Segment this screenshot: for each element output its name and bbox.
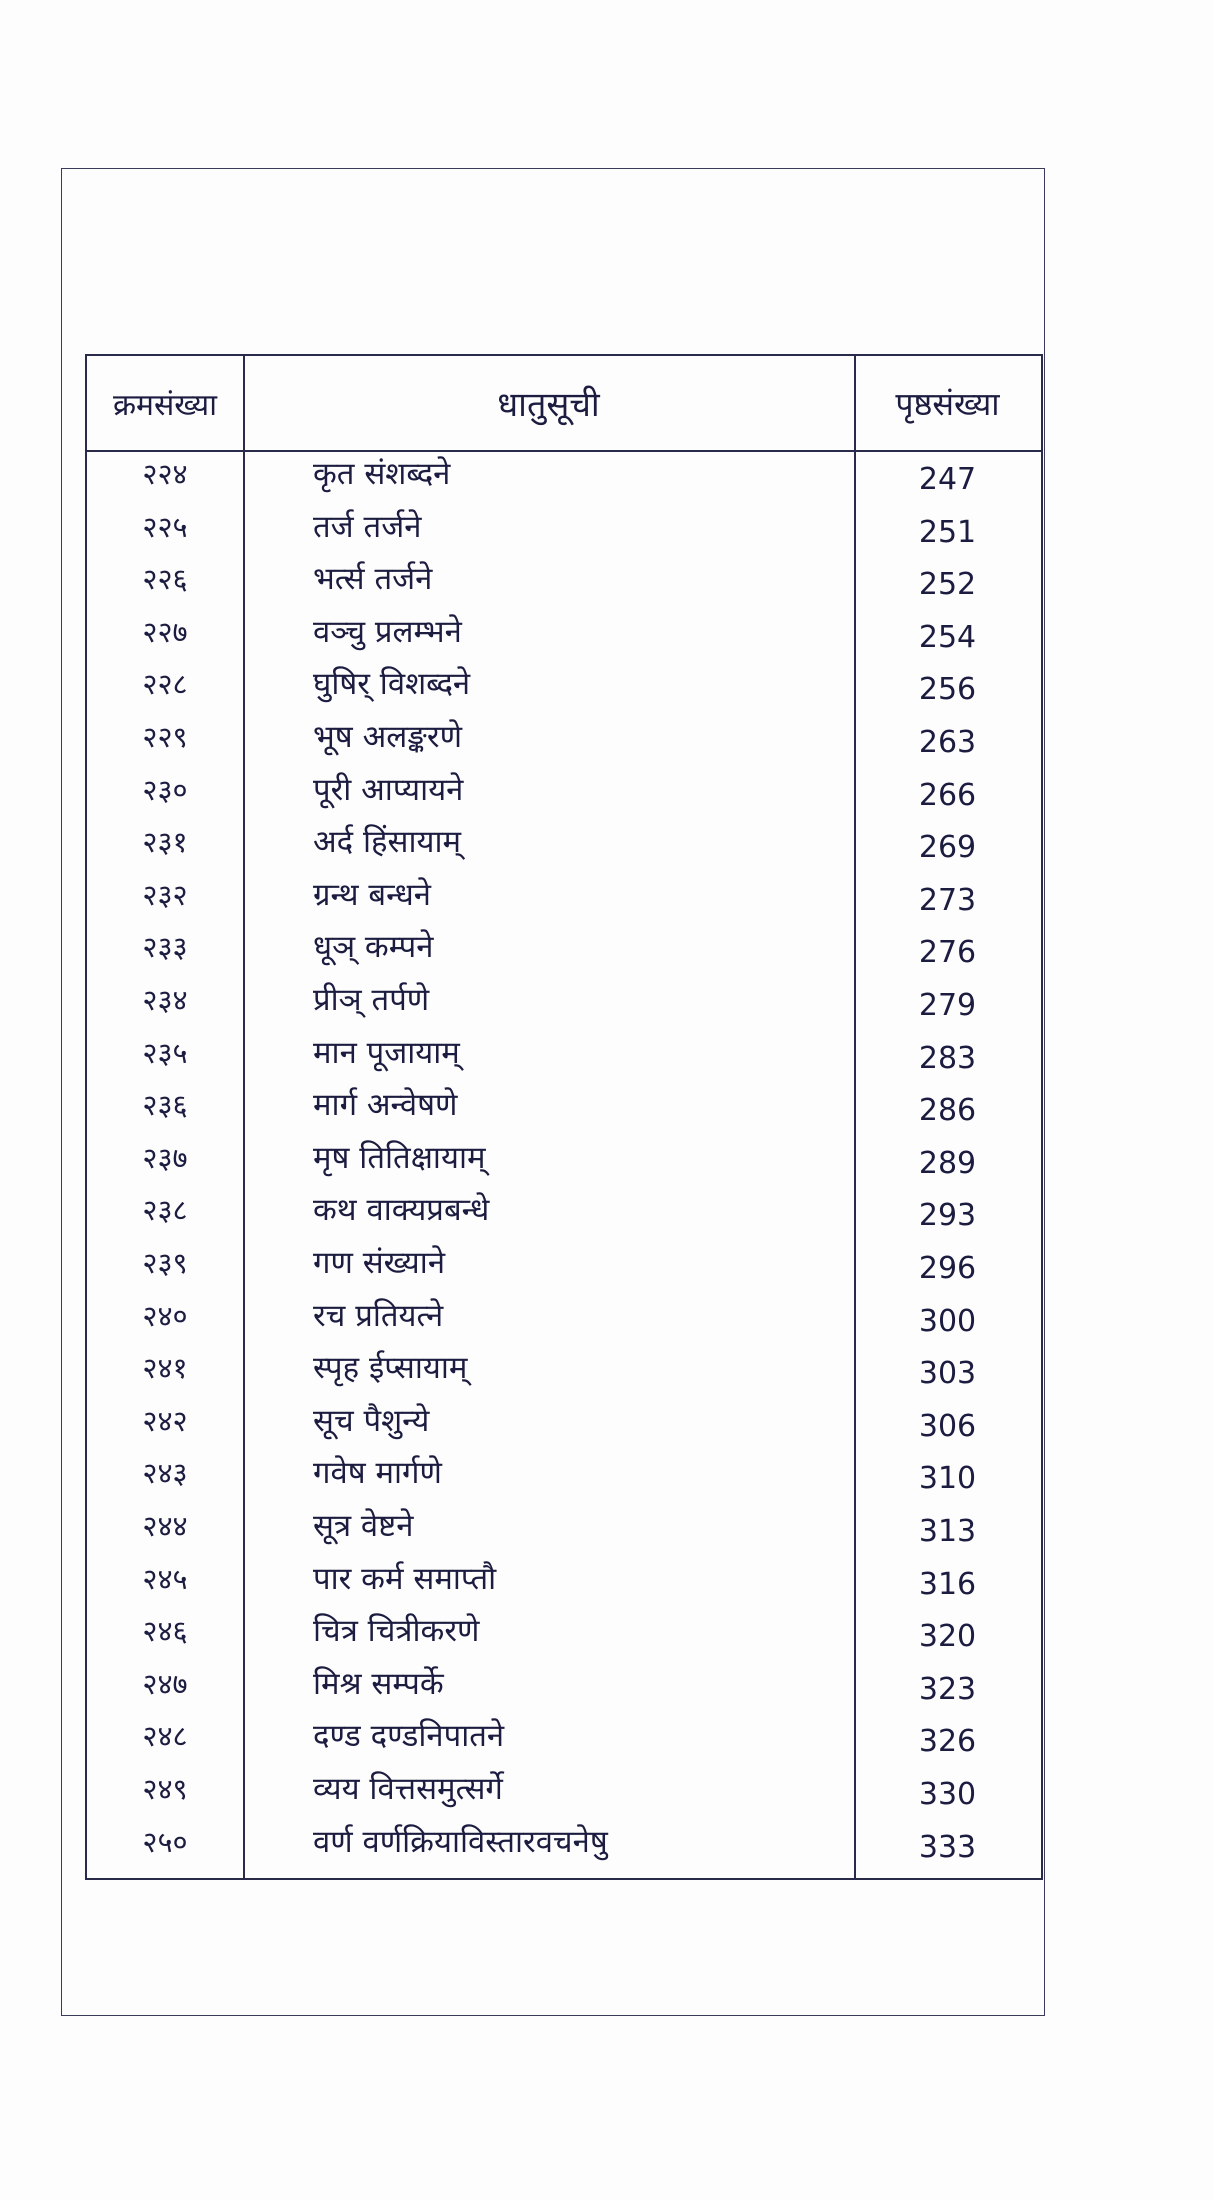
root-name-cell: ग्रन्थ बन्धने xyxy=(313,876,431,913)
serial-number-cell: २३७ xyxy=(142,1140,188,1175)
serial-number-cell: २३५ xyxy=(142,1035,188,1070)
serial-number-cell: २५० xyxy=(142,1824,188,1859)
table-row xyxy=(87,1451,1041,1504)
page-number-cell: 306 xyxy=(918,1408,977,1444)
page-number-cell: 251 xyxy=(918,514,977,550)
root-name-cell: मृष तितिक्षायाम् xyxy=(313,1139,486,1176)
serial-number-cell: २४६ xyxy=(142,1614,188,1649)
serial-number-cell: २४८ xyxy=(142,1719,188,1754)
root-name-cell: वञ्चु प्रलम्भने xyxy=(313,613,462,650)
serial-number-cell: २३० xyxy=(142,772,188,807)
page-number-cell: 256 xyxy=(918,672,977,708)
page-number-cell: 279 xyxy=(918,988,977,1023)
root-name-cell: कृत संशब्दने xyxy=(313,456,451,492)
serial-number-cell: २३१ xyxy=(142,825,188,860)
root-name-cell: मार्ग अन्वेषणे xyxy=(313,1087,458,1124)
root-name-cell: भूष अलङ्करणे xyxy=(313,719,462,755)
serial-number-cell: २२८ xyxy=(142,667,188,702)
serial-number-cell: २३२ xyxy=(142,877,188,912)
page-number-cell: 293 xyxy=(918,1198,977,1234)
table-row xyxy=(87,1083,1041,1136)
page-number-cell: 333 xyxy=(918,1829,977,1865)
root-name-cell: मान पूजायाम् xyxy=(313,1034,460,1071)
table-row xyxy=(87,715,1041,768)
header-root-list: धातुसूची xyxy=(497,385,600,425)
table-row xyxy=(87,1346,1041,1399)
serial-number-cell: २४० xyxy=(142,1298,188,1333)
serial-number-cell: २३४ xyxy=(142,983,188,1017)
serial-number-cell: २२४ xyxy=(142,457,188,491)
root-name-cell: घुषिर् विशब्दने xyxy=(313,666,471,703)
table-row xyxy=(87,1031,1041,1084)
serial-number-cell: २४२ xyxy=(142,1403,188,1438)
root-name-cell: गण संख्याने xyxy=(313,1245,446,1281)
root-name-cell: धूञ् कम्पने xyxy=(313,929,434,966)
page-number-cell: 310 xyxy=(918,1461,977,1497)
serial-number-cell: २३८ xyxy=(142,1193,188,1228)
table-row xyxy=(87,1399,1041,1452)
page-number-cell: 323 xyxy=(918,1671,977,1707)
root-name-cell: सूच पैशुन्ये xyxy=(313,1402,430,1439)
root-name-cell: स्पृह ईप्सायाम् xyxy=(313,1350,468,1387)
serial-number-cell: २४४ xyxy=(142,1509,188,1543)
table-row xyxy=(87,873,1041,926)
root-index-table xyxy=(85,354,1043,1880)
table-row xyxy=(87,1188,1041,1241)
page-number-cell: 247 xyxy=(918,462,977,497)
page-number-cell: 320 xyxy=(918,1619,977,1655)
table-row xyxy=(87,1767,1041,1820)
table-row xyxy=(87,662,1041,715)
page-number-cell: 254 xyxy=(918,619,977,655)
table-row xyxy=(87,1820,1041,1873)
root-name-cell: वर्ण वर्णक्रियाविस्तारवचनेषु xyxy=(313,1823,608,1860)
table-row xyxy=(87,1662,1041,1715)
table-row xyxy=(87,1714,1041,1767)
page-number-cell: 252 xyxy=(918,567,977,603)
serial-number-cell: २२७ xyxy=(142,614,188,649)
root-name-cell: व्यय वित्तसमुत्सर्गे xyxy=(313,1771,503,1807)
root-name-cell: तर्ज तर्जने xyxy=(313,508,422,545)
page-number-cell: 266 xyxy=(918,777,977,813)
page-number-cell: 296 xyxy=(918,1251,977,1286)
serial-number-cell: २४९ xyxy=(142,1772,188,1806)
table-row xyxy=(87,505,1041,558)
root-name-cell: अर्द हिंसायाम् xyxy=(313,824,462,861)
page-number-cell: 300 xyxy=(918,1303,977,1339)
table-row xyxy=(87,768,1041,821)
page-number-cell: 330 xyxy=(918,1777,977,1812)
table-row xyxy=(87,557,1041,610)
table-row xyxy=(87,978,1041,1031)
root-name-cell: गवेष मार्गणे xyxy=(313,1455,442,1492)
serial-number-cell: २४३ xyxy=(142,1456,188,1491)
serial-number-cell: २४१ xyxy=(142,1351,188,1386)
serial-number-cell: २३९ xyxy=(142,1246,188,1280)
serial-number-cell: २२६ xyxy=(142,562,188,597)
root-name-cell: भर्त्स तर्जने xyxy=(313,561,433,598)
root-name-cell: कथ वाक्यप्रबन्धे xyxy=(313,1192,490,1229)
page-number-cell: 273 xyxy=(918,882,977,918)
serial-number-cell: २२९ xyxy=(142,720,188,754)
root-name-cell: चित्र चित्रीकरणे xyxy=(313,1613,480,1650)
serial-number-cell: २४७ xyxy=(142,1666,188,1701)
page-number-cell: 269 xyxy=(918,830,977,866)
serial-number-cell: २३३ xyxy=(142,930,188,965)
table-row xyxy=(87,1294,1041,1347)
root-name-cell: रच प्रतियत्ने xyxy=(313,1297,444,1334)
serial-number-cell: २३६ xyxy=(142,1088,188,1123)
page-number-cell: 313 xyxy=(918,1514,977,1549)
page-number-cell: 286 xyxy=(918,1093,977,1129)
table-row xyxy=(87,610,1041,663)
table-row xyxy=(87,925,1041,978)
serial-number-cell: २४५ xyxy=(142,1561,188,1596)
table-row xyxy=(87,1557,1041,1610)
serial-number-cell: २२५ xyxy=(142,509,188,544)
table-row xyxy=(87,1504,1041,1557)
page-number-cell: 326 xyxy=(918,1724,977,1760)
root-name-cell: सूत्र वेष्टने xyxy=(313,1508,414,1544)
table-row xyxy=(87,1609,1041,1662)
table-row xyxy=(87,452,1041,505)
root-name-cell: मिश्र सम्पर्के xyxy=(313,1665,444,1702)
page-number-cell: 263 xyxy=(918,725,977,760)
header-page-number: पृष्ठसंख्या xyxy=(895,384,1000,423)
page-number-cell: 289 xyxy=(918,1145,977,1181)
page-number-cell: 276 xyxy=(918,935,977,971)
page-number-cell: 303 xyxy=(918,1356,977,1392)
root-name-cell: पार कर्म समाप्तौ xyxy=(313,1560,497,1597)
table-row xyxy=(87,1241,1041,1294)
page-number-cell: 316 xyxy=(918,1566,977,1602)
table-row xyxy=(87,1136,1041,1189)
root-name-cell: पूरी आप्यायने xyxy=(313,771,464,808)
page-number-cell: 283 xyxy=(918,1040,977,1076)
header-serial-number: क्रमसंख्या xyxy=(113,387,217,423)
table-row xyxy=(87,820,1041,873)
root-name-cell: प्रीञ् तर्पणे xyxy=(313,982,430,1018)
root-name-cell: दण्ड दण्डनिपातने xyxy=(313,1718,505,1755)
